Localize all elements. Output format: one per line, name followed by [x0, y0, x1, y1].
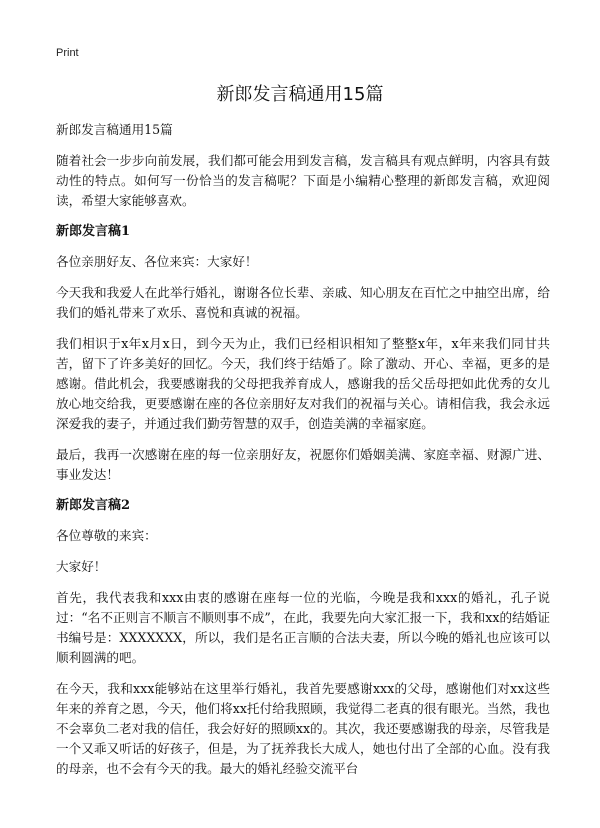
paragraph: 我们相识于x年x月x日，到今天为止，我们已经相识相知了整整x年，x年来我们同甘共苦，留下了许多美好的回忆。今天，我们终于结婚了。除了激动、开心、幸福，更多的是感谢。借此机会，我要感谢我的父母把我养育成人，感谢我的岳父岳母把如此优秀的女儿放心地交给我，更要感谢在座的各位亲朋好友对我们的祝福与关心。请相信我，我会永远深爱我的妻子，并通过我们勤劳智慧的双手，创造美满的幸福家庭。 — [56, 336, 550, 431]
page-title: 新郎发言稿通用15篇 — [216, 84, 384, 105]
paragraph: 首先，我代表我和xxx由衷的感谢在座每一位的光临，今晚是我和xxx的婚礼，孔子说过：“名不正则言不顺言不顺则事不成”，在此，我要先向大家汇报一下，我和xx的结婚证书编号是：XXXXXXX，所以，我们是名正言顺的合法夫妻，所以今晚的婚礼也应该可以顺利圆满的吧。 — [56, 590, 550, 665]
paragraph: 各位亲朋好友、各位来宾：大家好！ — [56, 254, 258, 269]
paragraph: 各位尊敬的来宾： — [56, 528, 157, 543]
paragraph: 最后，我再一次感谢在座的每一位亲朋好友，祝愿你们婚姻美满、家庭幸福、财源广进、事业发达！ — [56, 447, 550, 482]
section-heading: 新郎发言稿1 — [56, 224, 131, 239]
subtitle: 新郎发言稿通用15篇 — [56, 122, 173, 137]
paragraph: 在今天，我和xxx能够站在这里举行婚礼，我首先要感谢xxx的父母，感谢他们对xx这些年来的养育之恩，今天，他们将xx托付给我照顾，我觉得二老真的很有眼光。当然，我也不会辜负二老对我的信任，我会好好的照顾xx的。其次，我还要感谢我的母亲，尽管我是一个又乖又听话的好孩子，但是，为了抚养我长大成人，她也付出了全部的心血。没有我的母亲，也不会有今天的我。最大的婚礼经验交流平台 — [56, 681, 550, 776]
intro-paragraph: 随着社会一步步向前发展，我们都可能会用到发言稿，发言稿具有观点鲜明，内容具有鼓动性的特点。如何写一份恰当的发言稿呢？下面是小编精心整理的新郎发言稿，欢迎阅读，希望大家能够喜欢。 — [56, 153, 550, 208]
print-link[interactable]: Print — [56, 47, 79, 59]
paragraph: 今天我和我爱人在此举行婚礼，谢谢各位长辈、亲戚、知心朋友在百忙之中抽空出席，给我们的婚礼带来了欢乐、喜悦和真诚的祝福。 — [56, 285, 550, 320]
section-heading: 新郎发言稿2 — [56, 498, 131, 513]
document-body — [56, 120, 550, 790]
paragraph: 大家好！ — [56, 559, 107, 574]
